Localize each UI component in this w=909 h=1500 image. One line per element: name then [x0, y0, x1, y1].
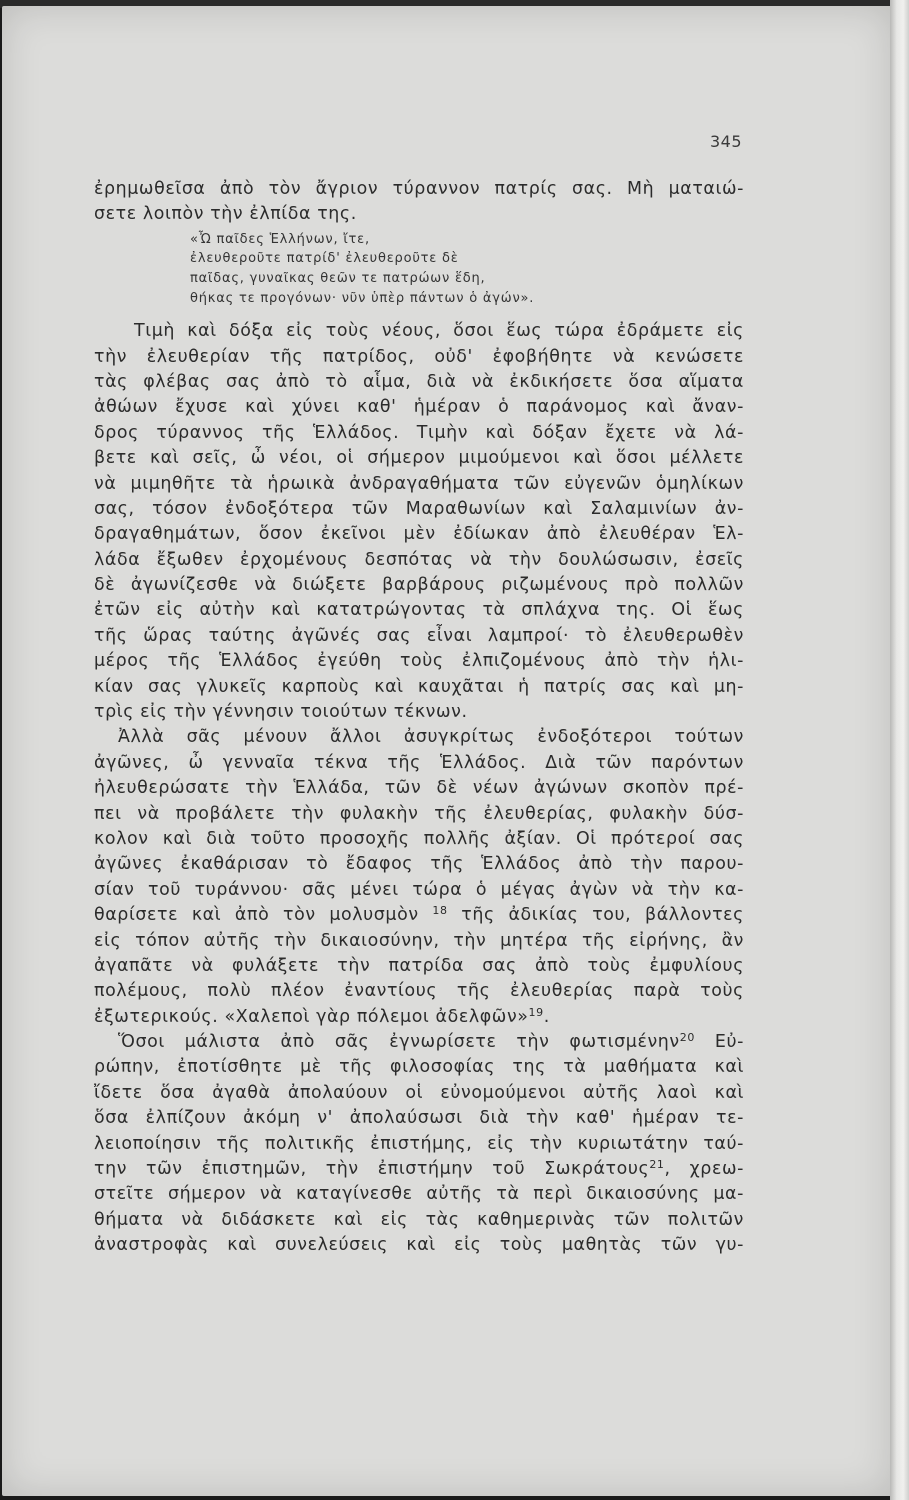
page-number: 345	[710, 132, 743, 151]
text-line	[94, 1030, 744, 1055]
quote-line: «Ὦ παῖδες Ἑλλήνων, ἴτε,	[190, 231, 370, 247]
text-line: ἀγῶνες, ὦ γενναῖα τέκνα τῆς Ἑλλάδος. Διὰ τῶν παρόντων	[94, 752, 744, 773]
paragraph-3	[94, 1030, 744, 1259]
text-line: δρος τύραννος τῆς Ἑλλάδος. Τιμὴν καὶ δόξαν ἔχετε νὰ λά-	[94, 422, 744, 443]
line-text: θαρίσετε καὶ ἀπὸ τὸν μολυσμὸν	[94, 905, 419, 926]
text-line: κίαν σας γλυκεῖς καρποὺς καὶ καυχᾶται ἡ πατρίς σας καὶ μη-	[94, 676, 744, 697]
line-text: τῆς ἀδικίας του, βάλλοντες	[447, 905, 744, 926]
text-line: κολον καὶ διὰ τοῦτο προσοχῆς πολλῆς ἀξίαν. Οἱ πρότεροί σας	[94, 828, 744, 849]
text-line: δραγαθημάτων, ὅσον ἐκεῖνοι μὲν ἐδίωκαν ἀπὸ ἐλευθέραν Ἑλ-	[94, 524, 744, 545]
text-line: Τιμὴ καὶ δόξα εἰς τοὺς νέους, ὅσοι ἕως τώρα ἐδράμετε εἰς	[134, 321, 744, 342]
text-line: μέρος τῆς Ἑλλάδος ἐγεύθη τοὺς ἐλπιζομένους ἀπὸ τὴν ἡλι-	[94, 651, 744, 672]
paragraph-1	[94, 319, 744, 725]
text-line: ἴδετε ὅσα ἀγαθὰ ἀπολαύουν οἱ εὐνομούμενοι αὐτῆς λαοὶ καὶ	[94, 1082, 744, 1103]
text-line: πει νὰ προβάλετε τὴν φυλακὴν τῆς ἐλευθερίας, φυλακὴν δύσ-	[94, 803, 744, 824]
text-line: σετε λοιπὸν τὴν ἐλπίδα της.	[94, 204, 357, 225]
text-line: ἐρημωθεῖσα ἀπὸ τὸν ἄγριον τύραννον πατρίς σας. Μὴ ματαιώ-	[94, 179, 744, 199]
text-line: λειοποίησιν τῆς πολιτικῆς ἐπιστήμης, εἰς τὴν κυριωτάτην ταύ-	[94, 1133, 744, 1154]
text-line: ὅσα ἐλπίζουν ἀκόμη ν' ἀπολαύσωσι διὰ τὴν καθ' ἡμέραν τε-	[94, 1108, 744, 1129]
body-text	[94, 177, 744, 1259]
line-text: .	[543, 1006, 550, 1027]
text-line	[94, 903, 744, 928]
text-line: τῆς ὥρας ταύτης ἀγῶνές σας εἶναι λαμπροί· τὸ ἐλευθερωθὲν	[94, 625, 744, 646]
text-line	[94, 1157, 744, 1182]
line-text: , χρεω-	[664, 1159, 744, 1180]
text-line: σας, τόσον ἐνδοξότερα τῶν Μαραθωνίων καὶ Σαλαμινίων ἀν-	[94, 498, 744, 519]
text-line: θήματα νὰ διδάσκετε καὶ εἰς τὰς καθημερινὰς τῶν πολιτῶν	[94, 1209, 744, 1230]
footnote-ref-19[interactable]: 19	[528, 1005, 544, 1019]
text-line: δὲ ἀγωνίζεσθε νὰ διώξετε βαρβάρους ριζωμένους πρὸ πολλῶν	[94, 575, 744, 596]
text-line: ρώπην, ἐποτίσθητε μὲ τῆς φιλοσοφίας της τὰ μαθήματα καὶ	[94, 1057, 744, 1078]
text-line: τὴν ἐλευθερίαν τῆς πατρίδος, οὐδ' ἐφοβήθητε νὰ κενώσετε	[94, 346, 744, 367]
text-line: σίαν τοῦ τυράννου· σᾶς μένει τώρα ὁ μέγας ἀγὼν νὰ τὴν κα-	[94, 879, 744, 900]
line-text: την τῶν ἐπιστημῶν, τὴν ἐπιστήμην τοῦ Σωκράτους	[94, 1159, 650, 1180]
text-line: ἀναστροφὰς καὶ συνελεύσεις καὶ εἰς τοὺς μαθητὰς τῶν γυ-	[94, 1235, 744, 1256]
text-line: ἀθώων ἔχυσε καὶ χύνει καθ' ἡμέραν ὁ παράνομος καὶ ἄναν-	[94, 397, 744, 418]
text-line	[94, 1005, 744, 1030]
line-text: Ὅσοι μάλιστα ἀπὸ σᾶς ἐγνωρίσετε τὴν φωτισμένην	[118, 1032, 680, 1053]
text-line: τρὶς εἰς τὴν γέννησιν τοιούτων τέκνων.	[94, 702, 468, 723]
text-line: ἀγαπᾶτε νὰ φυλάξετε τὴν πατρίδα σας ἀπὸ τοὺς ἐμφυλίους	[94, 955, 744, 976]
quote-line: παῖδας, γυναῖκας θεῶν τε πατρώων ἕδη,	[190, 270, 486, 286]
text-line: στεῖτε σήμερον νὰ καταγίνεσθε αὐτῆς τὰ περὶ δικαιοσύνης μα-	[94, 1184, 744, 1205]
paragraph-2	[94, 725, 744, 1030]
text-line: ἠλευθερώσατε τὴν Ἑλλάδα, τῶν δὲ νέων ἀγώνων σκοπὸν πρέ-	[94, 778, 744, 799]
text-line: ἀγῶνες ἐκαθάρισαν τὸ ἔδαφος τῆς Ἑλλάδος ἀπὸ τὴν παρου-	[94, 854, 744, 875]
quote-line: θήκας τε προγόνων· νῦν ὑπὲρ πάντων ὁ ἀγών».	[190, 290, 535, 306]
line-text: ἐξωτερικούς. «Χαλεποὶ γὰρ πόλεμοι ἀδελφῶν»	[94, 1006, 529, 1027]
text-line: πολέμους, πολὺ πλέον ἐναντίους τῆς ἐλευθερίας παρὰ τοὺς	[94, 981, 744, 1002]
text-line: τὰς φλέβας σας ἀπὸ τὸ αἷμα, διὰ νὰ ἐκδικήσετε ὅσα αἵματα	[94, 371, 744, 392]
text-line: λάδα ἔξωθεν ἐρχομένους δεσπότας νὰ τὴν δουλώσωσιν, ἐσεῖς	[94, 549, 744, 570]
text-line: ἐτῶν εἰς αὐτὴν καὶ κατατρώγοντας τὰ σπλάχνα της. Οἱ ἕως	[94, 600, 744, 621]
verse-quote	[190, 230, 744, 308]
quote-line: ἐλευθεροῦτε πατρίδ' ἐλευθεροῦτε δὲ	[190, 251, 459, 267]
text-line: εἰς τόπον αὐτῆς τὴν δικαιοσύνην, τὴν μητέρα τῆς εἰρήνης, ἂν	[94, 930, 744, 951]
text-line: βετε καὶ σεῖς, ὦ νέοι, οἱ σήμερον μιμούμενοι καὶ ὅσοι μέλλετε	[94, 448, 744, 469]
footnote-ref-20[interactable]: 20	[679, 1031, 695, 1045]
text-line: Ἀλλὰ σᾶς μένουν ἄλλοι ἀσυγκρίτως ἐνδοξότεροι τούτων	[118, 727, 744, 748]
line-text: Εὐ-	[694, 1032, 744, 1053]
footnote-ref-21[interactable]: 21	[649, 1158, 665, 1172]
text-line: νὰ μιμηθῆτε τὰ ἡρωικὰ ἀνδραγαθήματα τῶν εὐγενῶν ὁμηλίκων	[94, 473, 744, 494]
footnote-ref-18[interactable]: 18	[432, 904, 448, 918]
page-stack-edge	[890, 0, 909, 1500]
